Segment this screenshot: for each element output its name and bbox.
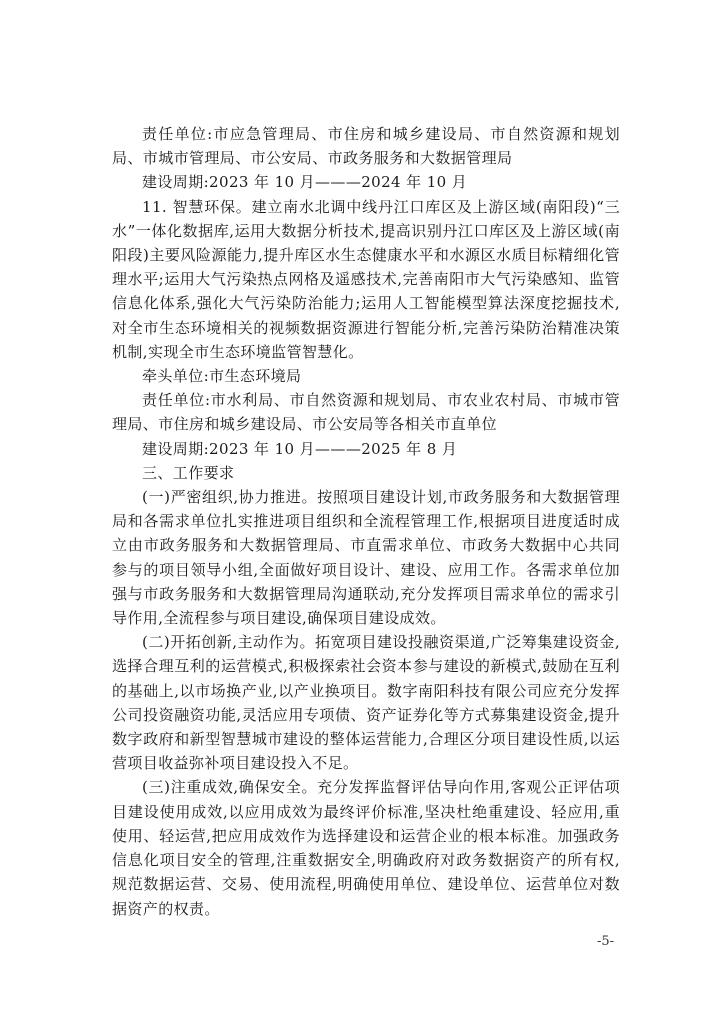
paragraph-responsible-units-2: 责任单位:市水利局、市自然资源和规划局、市农业农村局、市城市管理局、市住房和城乡建设局、市公安局等各相关市直单位 [112, 391, 620, 434]
section-heading-work-requirements: 三、工作要求 [142, 463, 235, 482]
page-number: -5- [596, 934, 614, 949]
paragraph-requirement-2: (二)开拓创新,主动作为。拓宽项目建设投融资渠道,广泛筹集建设资金,选择合理互利的运营模式,积极探索社会资本参与建设的新模式,鼓励在互利的基础上,以市场换产业,以产业换项目。数字南阳科技有限公司应充分发挥公司投资融资功能,灵活应用专项债、资产证券化等方式募集建设资金,提升数字政府和新型智慧城市建设的整体运营能力,合理区分项目建设性质,以运营项目收益弥补项目建设投入不足。 [112, 633, 620, 773]
paragraph-lead-unit: 牵头单位:市生态环境局 [142, 367, 302, 386]
paragraph-construction-period-2: 建设周期:2023 年 10 月———2025 年 8 月 [142, 439, 458, 458]
paragraph-requirement-3: (三)注重成效,确保安全。充分发挥监督评估导向作用,客观公正评估项目建设使用成效,以应用成效为最终评价标准,坚决杜绝重建设、轻应用,重使用、轻运营,把应用成效作为选择建设和运营企业的根本标准。加强政务信息化项目安全的管理,注重数据安全,明确政府对政务数据资产的所有权,规范数据运营、交易、使用流程,明确使用单位、建设单位、运营单位对数据资产的权责。 [112, 778, 620, 918]
paragraph-smart-environment: 11. 智慧环保。建立南水北调中线丹江口库区及上游区域(南阳段)“三水”一体化数据库,运用大数据分析技术,提高识别丹江口库区及上游区域(南阳段)主要风险源能力,提升库区水生态健康水平和水源区水质目标精细化管理水平;运用大气污染热点网格及遥感技术,完善南阳市大气污染感知、监管信息化体系,强化大气污染防治能力;运用人工智能模型算法深度挖掘技术,对全市生态环境相关的视频数据资源进行智能分析,完善污染防治精准决策机制,实现全市生态环境监管智慧化。 [112, 197, 620, 361]
document-body [112, 122, 620, 921]
paragraph-requirement-1: (一)严密组织,协力推进。按照项目建设计划,市政务服务和大数据管理局和各需求单位扎实推进项目组织和全流程管理工作,根据项目进度适时成立由市政务服务和大数据管理局、市直需求单位、市政务大数据中心共同参与的项目领导小组,全面做好项目设计、建设、应用工作。各需求单位加强与市政务服务和大数据管理局沟通联动,充分发挥项目需求单位的需求引导作用,全流程参与项目建设,确保项目建设成效。 [112, 488, 620, 628]
paragraph-responsible-units-1: 责任单位:市应急管理局、市住房和城乡建设局、市自然资源和规划局、市城市管理局、市公安局、市政务服务和大数据管理局 [112, 125, 620, 168]
paragraph-construction-period-1: 建设周期:2023 年 10 月———2024 年 10 月 [142, 173, 468, 192]
